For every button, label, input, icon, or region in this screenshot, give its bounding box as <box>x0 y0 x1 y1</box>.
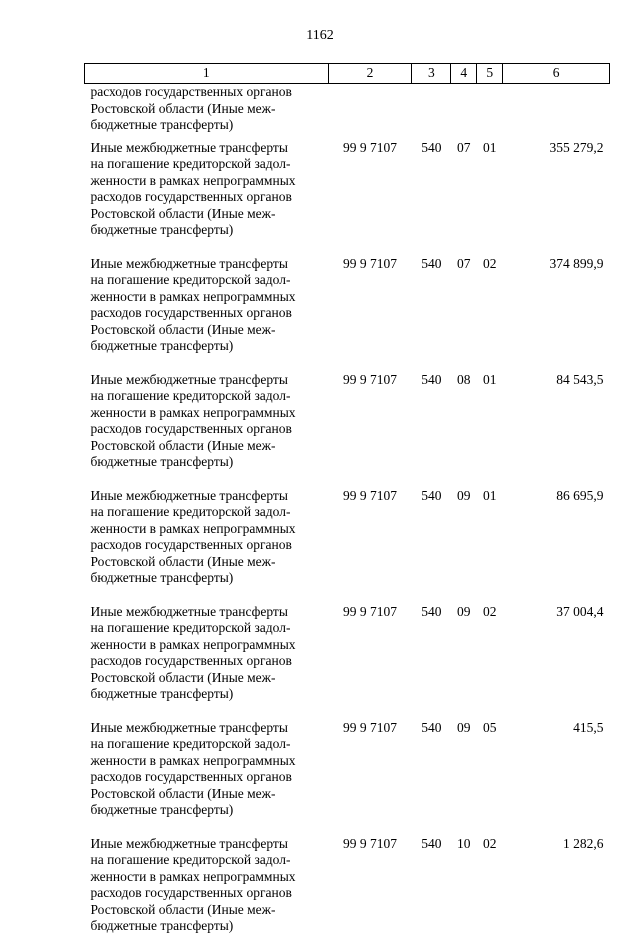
table-row <box>85 604 610 720</box>
row-section: 09 <box>457 487 471 503</box>
row-name-line: на погашение кредиторской задол- <box>90 736 291 751</box>
budget-table <box>84 63 610 952</box>
row-name <box>85 720 329 836</box>
row-code: 99 9 7107 <box>342 139 397 155</box>
row-name-line: на погашение кредиторской задол- <box>90 504 291 519</box>
row-name-line: Иные межбюджетные трансферты <box>90 719 288 735</box>
table-row <box>85 488 610 604</box>
row-name-line: расходов государственных органов <box>90 769 292 784</box>
table-row <box>85 372 610 488</box>
row-name-line: на погашение кредиторской задол- <box>90 620 291 635</box>
row-name-line: бюджетные трансферты) <box>90 918 234 933</box>
row-subsection: 01 <box>482 371 497 387</box>
row-name-line: на погашение кредиторской задол- <box>90 388 291 403</box>
row-subsection: 02 <box>482 835 497 851</box>
header-col-4: 4 <box>451 64 477 84</box>
row-name-line: бюджетные трансферты) <box>90 338 234 353</box>
row-name-line: Иные межбюджетные трансферты <box>90 603 288 619</box>
table-row <box>85 256 610 372</box>
continuation-line: бюджетные трансферты) <box>90 117 234 132</box>
row-name-line: расходов государственных органов <box>90 537 292 552</box>
row-subsection: 02 <box>482 603 497 619</box>
row-name-line: Иные межбюджетные трансферты <box>90 139 288 155</box>
row-name-line: Ростовской области (Иные меж- <box>90 901 276 917</box>
row-name <box>85 256 329 372</box>
row-name-line: женности в рамках непрограммных <box>90 752 296 768</box>
row-code: 99 9 7107 <box>342 255 397 271</box>
row-name-line: женности в рамках непрограммных <box>90 288 296 304</box>
row-name-line: женности в рамках непрограммных <box>90 520 296 536</box>
row-name-line: Иные межбюджетные трансферты <box>90 371 288 387</box>
row-name <box>85 488 329 604</box>
row-section: 10 <box>457 835 471 851</box>
row-name-line: расходов государственных органов <box>90 189 292 204</box>
row-name-line: расходов государственных органов <box>90 653 292 668</box>
table-row <box>85 140 610 256</box>
row-name-line: Ростовской области (Иные меж- <box>90 669 276 685</box>
row-type: 540 <box>421 835 442 851</box>
row-name-line: Ростовской области (Иные меж- <box>90 321 276 337</box>
row-name-line: Ростовской области (Иные меж- <box>90 437 276 453</box>
row-subsection: 05 <box>482 719 497 735</box>
header-col-5: 5 <box>477 64 503 84</box>
row-section: 08 <box>457 371 471 387</box>
row-amount: 374 899,9 <box>549 255 604 271</box>
row-type: 540 <box>421 255 442 271</box>
header-col-1: 1 <box>85 64 329 84</box>
row-name-line: Иные межбюджетные трансферты <box>90 835 288 851</box>
row-name-line: Ростовской области (Иные меж- <box>90 205 276 221</box>
row-type: 540 <box>421 487 442 503</box>
row-name-line: Иные межбюджетные трансферты <box>90 487 288 503</box>
row-subsection: 02 <box>482 255 497 271</box>
row-name-line: на погашение кредиторской задол- <box>90 852 291 867</box>
row-name-line: женности в рамках непрограммных <box>90 868 296 884</box>
row-section: 09 <box>457 603 471 619</box>
row-amount: 86 695,9 <box>556 487 604 503</box>
header-col-2: 2 <box>328 64 412 84</box>
row-name-line: женности в рамках непрограммных <box>90 636 296 652</box>
row-name-line: на погашение кредиторской задол- <box>90 272 291 287</box>
row-subsection: 01 <box>482 487 497 503</box>
table-row <box>85 720 610 836</box>
table-row <box>85 836 610 952</box>
row-name <box>85 140 329 256</box>
table-header-row <box>85 64 610 84</box>
row-name-line: бюджетные трансферты) <box>90 686 234 701</box>
row-type: 540 <box>421 371 442 387</box>
row-section: 09 <box>457 719 471 735</box>
row-name <box>85 836 329 952</box>
row-name-line: бюджетные трансферты) <box>90 222 234 237</box>
row-name-line: расходов государственных органов <box>90 421 292 436</box>
row-amount: 355 279,2 <box>549 139 604 155</box>
continuation-name <box>85 84 329 140</box>
row-name-line: женности в рамках непрограммных <box>90 172 296 188</box>
row-amount: 415,5 <box>573 719 604 735</box>
row-name <box>85 372 329 488</box>
continuation-line: расходов государственных органов <box>90 84 292 99</box>
row-type: 540 <box>421 603 442 619</box>
continuation-row <box>85 84 610 140</box>
row-amount: 84 543,5 <box>556 371 604 387</box>
header-col-6: 6 <box>503 64 610 84</box>
row-amount: 1 282,6 <box>563 835 604 851</box>
row-code: 99 9 7107 <box>342 371 397 387</box>
row-type: 540 <box>421 719 442 735</box>
row-amount: 37 004,4 <box>556 603 604 619</box>
row-name-line: бюджетные трансферты) <box>90 454 234 469</box>
row-code: 99 9 7107 <box>342 835 397 851</box>
row-name-line: Иные межбюджетные трансферты <box>90 255 288 271</box>
row-name-line: расходов государственных органов <box>90 305 292 320</box>
row-name-line: Ростовской области (Иные меж- <box>90 785 276 801</box>
row-section: 07 <box>457 255 471 271</box>
header-col-3: 3 <box>412 64 451 84</box>
page-number: 1162 <box>306 28 334 43</box>
row-name <box>85 604 329 720</box>
row-section: 07 <box>457 139 471 155</box>
row-name-line: женности в рамках непрограммных <box>90 404 296 420</box>
row-type: 540 <box>421 139 442 155</box>
row-code: 99 9 7107 <box>342 719 397 735</box>
row-name-line: расходов государственных органов <box>90 885 292 900</box>
row-code: 99 9 7107 <box>342 603 397 619</box>
row-name-line: на погашение кредиторской задол- <box>90 156 291 171</box>
continuation-line: Ростовской области (Иные меж- <box>90 100 276 116</box>
row-code: 99 9 7107 <box>342 487 397 503</box>
row-name-line: Ростовской области (Иные меж- <box>90 553 276 569</box>
row-name-line: бюджетные трансферты) <box>90 802 234 817</box>
row-subsection: 01 <box>482 139 497 155</box>
row-name-line: бюджетные трансферты) <box>90 570 234 585</box>
